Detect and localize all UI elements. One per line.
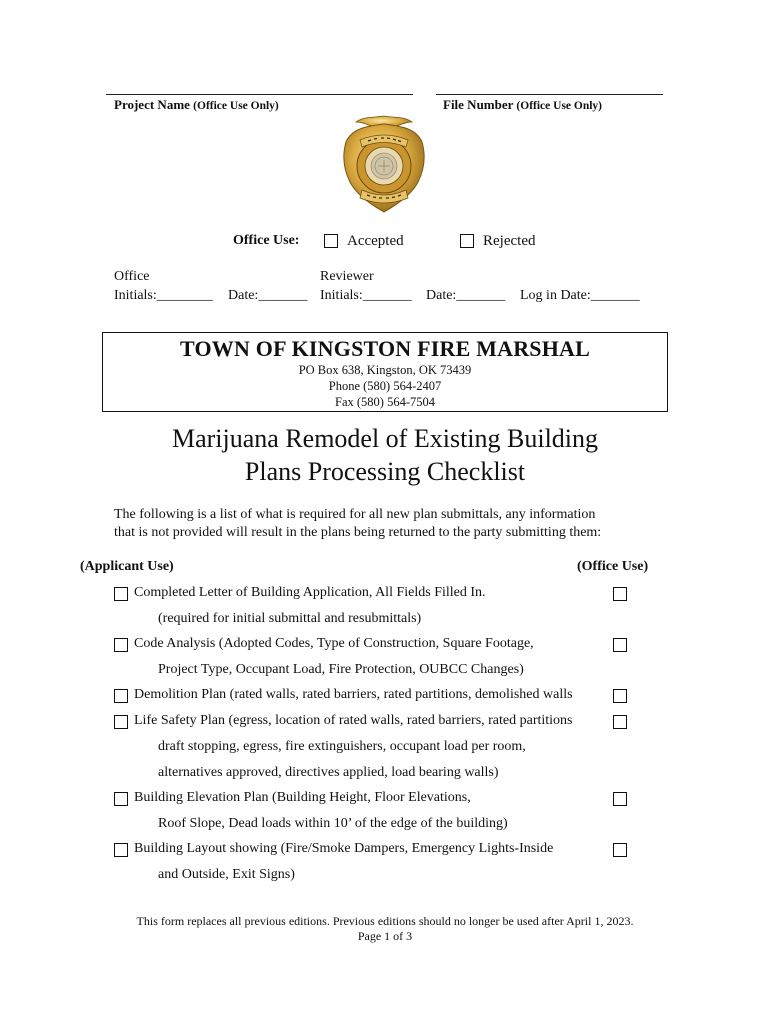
applicant-checkbox[interactable] — [114, 638, 128, 652]
applicant-checkbox[interactable] — [114, 587, 128, 601]
office-initials-field[interactable]: Initials:________ — [114, 288, 213, 303]
reviewer-date-field[interactable]: Date:_______ — [426, 288, 506, 303]
checklist-item-line: Roof Slope, Dead loads within 10’ of the edge of the building) — [158, 816, 508, 831]
log-in-date-field[interactable]: Log in Date:_______ — [520, 288, 640, 303]
accepted-checkbox[interactable] — [324, 234, 338, 248]
checklist-item-line: (required for initial submittal and resubmittals) — [158, 611, 422, 626]
org-po-box: PO Box 638, Kingston, OK 73439 — [298, 363, 472, 377]
org-fax: Fax (580) 564-7504 — [335, 395, 435, 409]
org-name: TOWN OF KINGSTON FIRE MARSHAL — [179, 336, 590, 361]
office-checkbox[interactable] — [613, 638, 627, 652]
intro-line1: The following is a list of what is required for all new plan submittals, any information — [114, 507, 596, 522]
document-title-line1: Marijuana Remodel of Existing Building — [171, 424, 599, 453]
applicant-use-header: (Applicant Use) — [80, 559, 174, 574]
project-name-line — [106, 94, 413, 95]
office-checkbox[interactable] — [613, 587, 627, 601]
applicant-checkbox[interactable] — [114, 689, 128, 703]
fire-marshal-badge-logo — [334, 112, 434, 216]
office-checkbox[interactable] — [613, 689, 627, 703]
office-checkbox[interactable] — [613, 715, 627, 729]
file-number-label: File Number (Office Use Only) — [443, 97, 603, 112]
office-label: Office — [114, 269, 150, 284]
intro-line2: that is not provided will result in the plans being returned to the party submitting them: — [114, 525, 602, 540]
applicant-checkbox[interactable] — [114, 843, 128, 857]
checklist-item-line: Code Analysis (Adopted Codes, Type of Construction, Square Footage, — [134, 636, 534, 651]
document-title-line2: Plans Processing Checklist — [244, 457, 526, 486]
checklist-item-line: and Outside, Exit Signs) — [158, 867, 295, 882]
page-number: Page 1 of 3 — [357, 929, 413, 943]
office-date-field[interactable]: Date:_______ — [228, 288, 308, 303]
org-phone: Phone (580) 564-2407 — [328, 379, 442, 393]
checklist-item-line: Demolition Plan (rated walls, rated barriers, rated partitions, demolished walls — [134, 687, 573, 702]
file-number-line — [436, 94, 663, 95]
reviewer-label: Reviewer — [320, 269, 374, 284]
checklist-item-line: Building Layout showing (Fire/Smoke Dampers, Emergency Lights-Inside — [134, 841, 554, 856]
applicant-checkbox[interactable] — [114, 792, 128, 806]
checklist-item-line: Building Elevation Plan (Building Height, Floor Elevations, — [134, 790, 471, 805]
rejected-checkbox[interactable] — [460, 234, 474, 248]
office-use-header: (Office Use) — [577, 559, 649, 574]
checklist-item-line: Project Type, Occupant Load, Fire Protection, OUBCC Changes) — [158, 662, 524, 677]
reviewer-initials-field[interactable]: Initials:_______ — [320, 288, 412, 303]
rejected-label: Rejected — [483, 233, 536, 249]
project-name-label: Project Name (Office Use Only) — [114, 97, 279, 112]
applicant-checkbox[interactable] — [114, 715, 128, 729]
checklist-item-line: alternatives approved, directives applied, load bearing walls) — [158, 765, 499, 780]
checklist-item-line: Completed Letter of Building Application, All Fields Filled In. — [134, 585, 486, 600]
checklist-item-line: Life Safety Plan (egress, location of rated walls, rated barriers, rated partitions — [134, 713, 573, 728]
office-checkbox[interactable] — [613, 792, 627, 806]
office-use-label: Office Use: — [233, 233, 300, 248]
footer-notice: This form replaces all previous editions. Previous editions should no longer be used after April 1, 2023. — [136, 914, 634, 928]
checklist-item-line: draft stopping, egress, fire extinguishers, occupant load per room, — [158, 739, 526, 754]
accepted-label: Accepted — [347, 233, 404, 249]
office-checkbox[interactable] — [613, 843, 627, 857]
